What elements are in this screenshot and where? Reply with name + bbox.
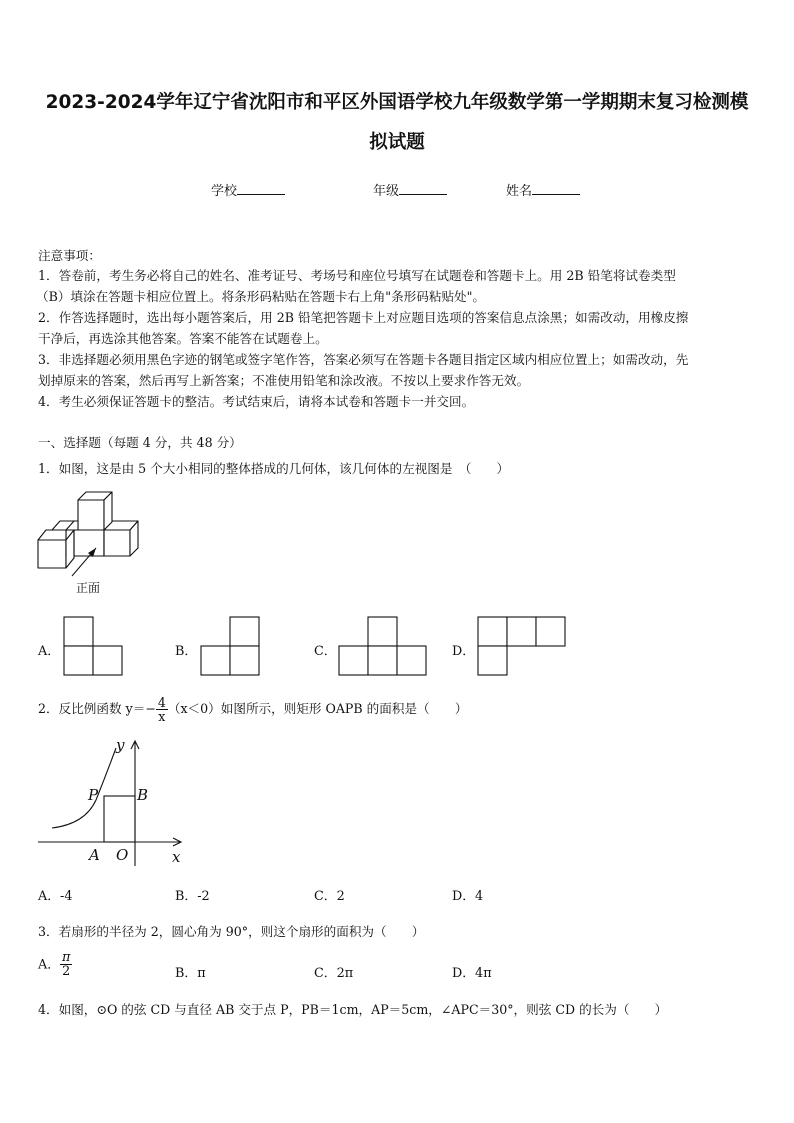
q1-option-b-figure[interactable] (200, 616, 260, 676)
name-field (506, 180, 580, 199)
q1-option-d-label[interactable]: D． (452, 644, 476, 659)
q1-option-c-figure[interactable] (338, 616, 427, 676)
grade-field (373, 180, 447, 199)
q2-option-a[interactable]: A．-4 (38, 889, 73, 904)
q2-graph-figure (36, 736, 196, 868)
q3-option-a-frac (60, 951, 72, 979)
exam-title-line2: 拟试题 (369, 132, 425, 153)
name-blank[interactable] (532, 182, 580, 195)
point-label-a: A (89, 846, 100, 864)
q3-option-a-label: A． (38, 957, 61, 973)
school-field (211, 180, 285, 199)
axis-label-y: y (116, 736, 125, 754)
q3-option-b[interactable]: B．π (175, 966, 206, 981)
q1-option-c-label[interactable]: C． (314, 644, 337, 659)
school-blank[interactable] (237, 182, 285, 195)
notes-line: 干净后，再选涂其他答案。答案不能答在试题卷上。 (38, 331, 328, 346)
notes-line: 1．答卷前，考生务必将自己的姓名、准考证号、考场号和座位号填写在试题卷和答题卡上。用 2B 铅笔将试卷类型 (38, 268, 676, 283)
q3-stem: 3．若扇形的半径为 2，圆心角为 90°，则这个扇形的面积为（ ） (38, 924, 425, 939)
q2-stem (38, 696, 467, 723)
q1-option-b-label[interactable]: B． (175, 644, 198, 659)
grade-blank[interactable] (399, 182, 447, 195)
point-label-p: P (88, 786, 99, 804)
q1-stem: 1．如图，这是由 5 个大小相同的整体搭成的几何体，该几何体的左视图是 （ ） (38, 461, 510, 476)
notes-line: 3．非选择题必须用黑色字迹的钢笔或签字笔作答，答案必须写在答题卡各题目指定区域内相应位置上；如需改动，先 (38, 352, 689, 367)
school-label: 学校 (211, 184, 238, 199)
front-label: 正面 (76, 581, 101, 595)
point-label-o: O (116, 846, 129, 864)
q2-frac-num: 4 (157, 695, 166, 710)
q1-option-d-figure[interactable] (477, 616, 566, 676)
q1-option-a-figure[interactable] (63, 616, 123, 676)
q2-stem-prefix: 2．反比例函数 y＝− (38, 701, 156, 717)
q2-frac-den: x (158, 709, 166, 725)
q2-option-c[interactable]: C．2 (314, 889, 345, 904)
grade-label: 年级 (373, 184, 400, 199)
notes-line: 4．考生必须保证答题卡的整洁。考试结束后，请将本试卷和答题卡一并交回。 (38, 394, 475, 409)
point-label-b: B (137, 786, 149, 804)
q3-option-d[interactable]: D．4π (452, 966, 492, 981)
q1-option-a-label[interactable]: A． (38, 644, 61, 659)
q3-option-c[interactable]: C．2π (314, 966, 354, 981)
q2-option-d[interactable]: D．4 (452, 889, 484, 904)
name-label: 姓名 (506, 184, 533, 199)
section-heading: 一、选择题（每题 4 分，共 48 分） (38, 435, 242, 450)
q2-stem-suffix: （x＜0）如图所示，则矩形 OAPB 的面积是（ ） (167, 701, 468, 717)
q2-fraction (156, 696, 168, 723)
q2-option-b[interactable]: B．-2 (175, 889, 210, 904)
notes-line: （B）填涂在答题卡相应位置上。将条形码粘贴在答题卡右上角"条形码粘贴处"。 (36, 289, 486, 304)
notes-heading: 注意事项： (38, 248, 101, 263)
exam-title-line1: 2023-2024学年辽宁省沈阳市和平区外国语学校九年级数学第一学期期末复习检测模 (45, 92, 749, 113)
notes-line: 2．作答选择题时，选出每小题答案后，用 2B 铅笔把答题卡上对应题目选项的答案信息点涂黑；如需改动，用橡皮擦 (38, 310, 689, 325)
q4-stem: 4．如图，⊙O 的弦 CD 与直径 AB 交于点 P，PB＝1cm，AP＝5cm，∠APC＝30°，则弦 CD 的长为（ ） (38, 1002, 668, 1017)
notes-line: 划掉原来的答案，然后再写上新答案；不准使用铅笔和涂改液。不按以上要求作答无效。 (38, 373, 530, 388)
q3-frac-num: π (62, 950, 71, 965)
axis-label-x: x (172, 848, 181, 866)
q3-frac-den: 2 (62, 964, 71, 980)
q3-option-a[interactable] (38, 951, 72, 979)
